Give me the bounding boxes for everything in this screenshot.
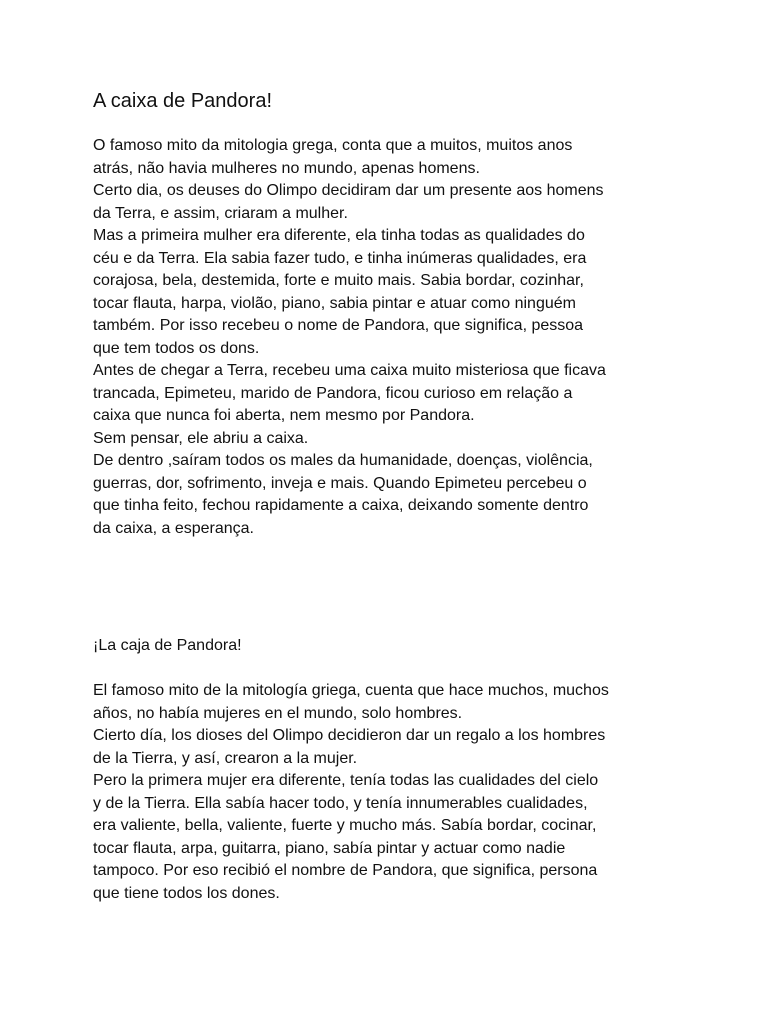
text-line: Certo dia, os deuses do Olimpo decidiram dar um presente aos homens xyxy=(93,182,604,199)
text-line: caixa que nunca foi aberta, nem mesmo por Pandora. xyxy=(93,407,475,424)
text-line: y de la Tierra. Ella sabía hacer todo, y tenía innumerables cualidades, xyxy=(93,794,588,812)
text-line: também. Por isso recebeu o nome de Pandora, que significa, pessoa xyxy=(93,317,584,334)
text-line: tocar flauta, arpa, guitarra, piano, sabía pintar y actuar como nadie xyxy=(93,839,566,857)
spanish-section xyxy=(93,635,693,905)
text-line: de la Tierra, y así, crearon a la mujer. xyxy=(93,749,358,767)
text-line: trancada, Epimeteu, marido de Pandora, ficou curioso em relação a xyxy=(93,384,573,402)
portuguese-title: A caixa de Pandora! xyxy=(93,90,273,112)
text-line: Mas a primeira mulher era diferente, ela tinha todas as qualidades do xyxy=(93,227,585,244)
text-line: tampoco. Por eso recibió el nombre de Pandora, que significa, persona xyxy=(93,862,598,879)
text-line: atrás, não havia mulheres no mundo, apenas homens. xyxy=(93,159,480,177)
text-line: Cierto día, los dioses del Olimpo decidieron dar un regalo a los hombres xyxy=(93,727,606,744)
text-line: que tiene todos los dones. xyxy=(93,884,280,902)
text-line: Sem pensar, ele abriu a caixa. xyxy=(93,429,309,447)
text-line: años, no había mujeres en el mundo, solo hombres. xyxy=(93,704,463,722)
text-line: guerras, dor, sofrimento, inveja e mais. Quando Epimeteu percebeu o xyxy=(93,474,587,492)
text-line: El famoso mito de la mitología griega, cuenta que hace muchos, muchos xyxy=(93,682,609,699)
text-line: O famoso mito da mitologia grega, conta que a muitos, muitos anos xyxy=(93,137,573,154)
text-line: De dentro ,saíram todos os males da humanidade, doenças, violência, xyxy=(93,452,593,469)
spanish-title: ¡La caja de Pandora! xyxy=(93,637,242,654)
text-line: corajosa, bela, destemida, forte e muito mais. Sabia bordar, cozinhar, xyxy=(93,272,584,289)
text-line: céu e da Terra. Ela sabia fazer tudo, e tinha inúmeras qualidades, era xyxy=(93,249,587,267)
portuguese-body xyxy=(93,135,693,540)
text-line: da Terra, e assim, criaram a mulher. xyxy=(93,204,348,222)
text-line: da caixa, a esperança. xyxy=(93,519,254,537)
text-line: era valiente, bella, valiente, fuerte y mucho más. Sabía bordar, cocinar, xyxy=(93,817,597,834)
spanish-body xyxy=(93,680,693,905)
portuguese-section xyxy=(93,88,693,540)
text-line: Antes de chegar a Terra, recebeu uma caixa muito misteriosa que ficava xyxy=(93,362,606,379)
text-line: que tem todos os dons. xyxy=(93,339,260,357)
text-line: que tinha feito, fechou rapidamente a caixa, deixando somente dentro xyxy=(93,497,589,514)
text-line: Pero la primera mujer era diferente, tenía todas las cualidades del cielo xyxy=(93,772,599,789)
text-line: tocar flauta, harpa, violão, piano, sabia pintar e atuar como ninguém xyxy=(93,294,576,312)
